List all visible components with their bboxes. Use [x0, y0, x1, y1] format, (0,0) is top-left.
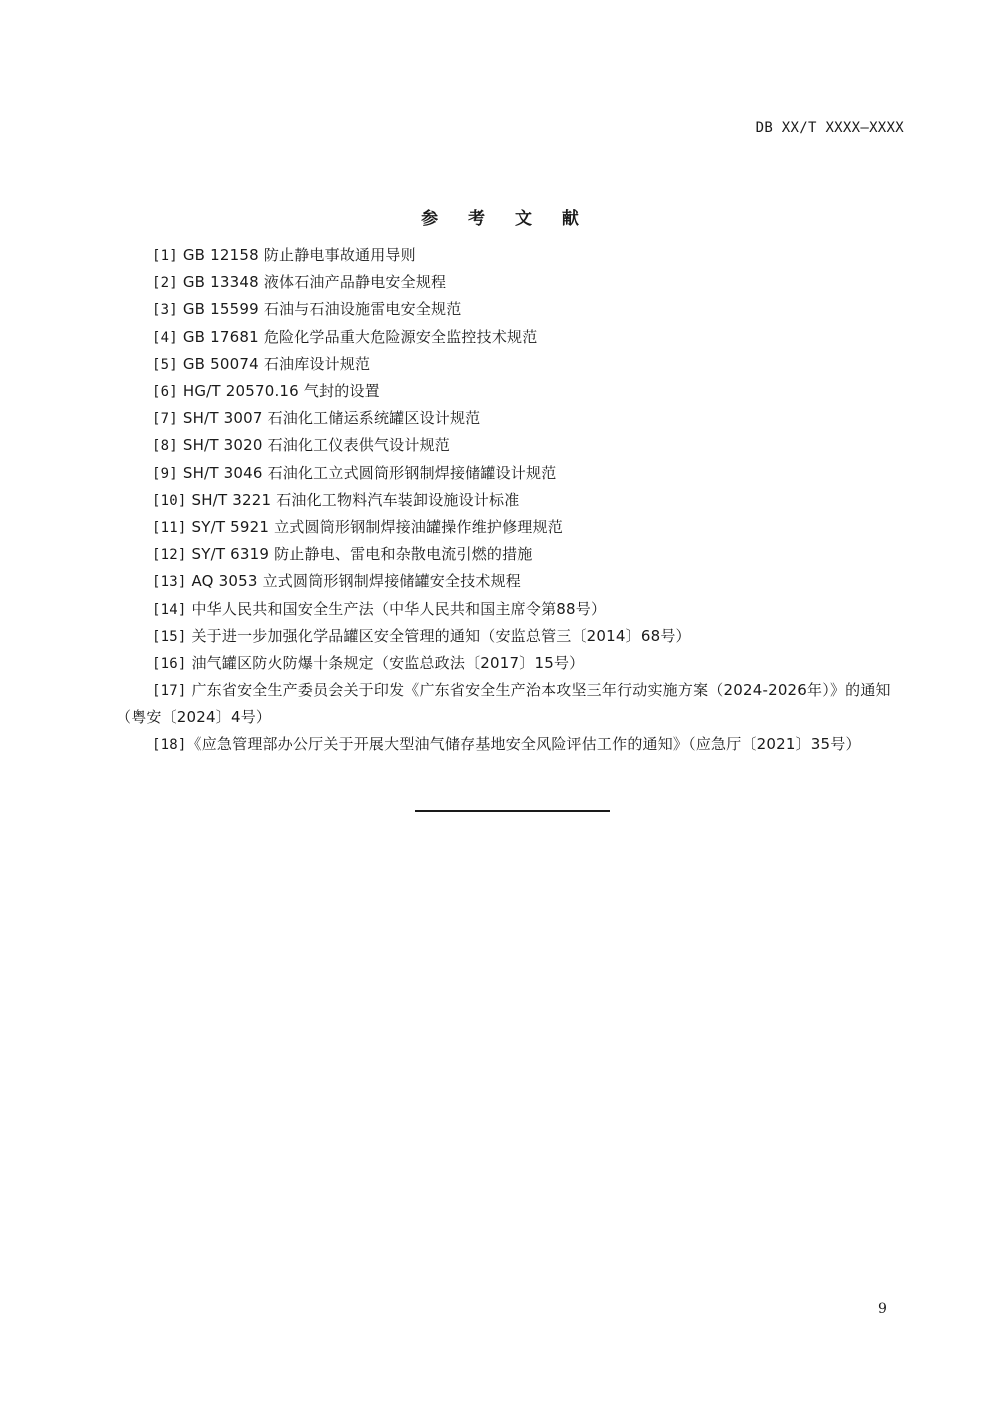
reference-text: 油气罐区防火防爆十条规定（安监总政法〔2017〕15号）	[186, 654, 585, 673]
reference-text: SY/T 6319 防止静电、雷电和杂散电流引燃的措施	[186, 545, 533, 564]
reference-item	[116, 351, 906, 378]
reference-number: [10]	[152, 492, 187, 509]
reference-number: [8]	[152, 438, 178, 455]
reference-text: SH/T 3007 石油化工储运系统罐区设计规范	[177, 409, 481, 428]
reference-number: [14]	[152, 601, 187, 618]
reference-number: [1]	[152, 248, 178, 264]
reference-text: HG/T 20570.16 气封的设置	[177, 382, 380, 401]
reference-number: [18]	[152, 736, 187, 753]
reference-number: [11]	[152, 520, 187, 537]
reference-text: SH/T 3221 石油化工物料汽车装卸设施设计标准	[186, 490, 520, 509]
reference-text: GB 15599 石油与石油设施雷电安全规范	[177, 300, 462, 319]
reference-item	[116, 568, 906, 595]
reference-text: 关于进一步加强化学品罐区安全管理的通知（安监总管三〔2014〕68号）	[186, 626, 691, 645]
reference-item	[116, 623, 906, 650]
reference-number: [7]	[152, 411, 178, 428]
reference-item	[116, 487, 906, 514]
reference-text: SH/T 3020 石油化工仪表供气设计规范	[177, 436, 450, 455]
reference-item	[116, 405, 906, 432]
reference-number: [12]	[152, 547, 187, 564]
reference-number: [5]	[152, 356, 178, 373]
reference-text: GB 12158 防止静电事故通用导则	[177, 246, 416, 264]
reference-number: [17]	[152, 683, 187, 700]
reference-text: AQ 3053 立式圆筒形钢制焊接储罐安全技术规程	[186, 572, 521, 591]
reference-item	[116, 378, 906, 405]
reference-item	[116, 432, 906, 459]
reference-number: [13]	[152, 574, 187, 591]
reference-item	[116, 650, 906, 677]
section-title: 参 考 文 献	[421, 209, 591, 229]
reference-number: [16]	[152, 656, 187, 673]
reference-number: [3]	[152, 302, 178, 319]
reference-text: SY/T 5921 立式圆筒形钢制焊接油罐操作维护修理规范	[186, 518, 563, 537]
reference-text: 《应急管理部办公厅关于开展大型油气储存基地安全风险评估工作的通知》（应急厅〔2021〕35号）	[186, 734, 861, 753]
reference-text: GB 17681 危险化学品重大危险源安全监控技术规范	[177, 327, 538, 346]
reference-text: GB 13348 液体石油产品静电安全规程	[177, 273, 447, 292]
reference-item	[116, 296, 906, 323]
document-code-header: DB XX/T XXXX—XXXX	[755, 120, 904, 136]
reference-item	[116, 677, 906, 730]
reference-item	[116, 731, 906, 758]
reference-item	[116, 460, 906, 487]
reference-text: 广东省安全生产委员会关于印发《广东省安全生产治本攻坚三年行动实施方案（2024-2026年）》的通知（粤安〔2024〕4号）	[116, 681, 891, 727]
reference-item	[116, 242, 906, 269]
reference-number: [15]	[152, 628, 187, 645]
reference-list	[116, 242, 906, 758]
reference-item	[116, 514, 906, 541]
reference-text: 中华人民共和国安全生产法（中华人民共和国主席令第88号）	[186, 599, 607, 618]
reference-item	[116, 541, 906, 568]
page-number: 9	[878, 1301, 887, 1317]
reference-item	[116, 324, 906, 351]
reference-number: [2]	[152, 275, 178, 292]
reference-text: GB 50074 石油库设计规范	[177, 354, 371, 373]
reference-text: SH/T 3046 石油化工立式圆筒形钢制焊接储罐设计规范	[177, 463, 557, 482]
reference-item	[116, 269, 906, 296]
reference-number: [6]	[152, 384, 178, 401]
end-divider	[415, 810, 610, 812]
reference-number: [9]	[152, 465, 178, 482]
reference-number: [4]	[152, 329, 178, 346]
reference-item	[116, 596, 906, 623]
